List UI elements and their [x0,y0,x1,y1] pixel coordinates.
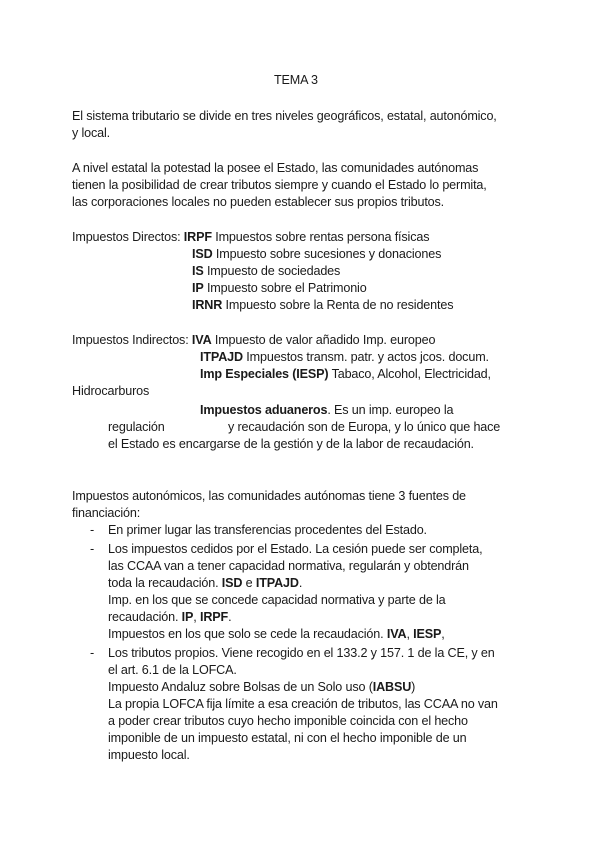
tax-code: IP [181,610,194,624]
estatal-line-3: las corporaciones locales no pueden establecer sus propios tributos. [72,195,445,209]
text: . [228,610,232,624]
tax-code: ISD [221,576,243,590]
list-item-3-line-1: Los tributos propios. Viene recogido en el 133.2 y 157. 1 de la CE, y en [108,646,495,660]
list-item-3-line-6: imponible de un impuesto estatal, ni con el hecho imponible de un [108,731,467,745]
text: , [441,627,445,641]
tax-desc: . Es un imp. europeo la [327,403,454,417]
autonomicos-line-1: Impuestos autonómicos, las comunidades autónomas tiene 3 fuentes de [72,489,466,503]
tax-code: IESP [413,627,442,641]
estatal-line-1: A nivel estatal la potestad la posee el Estado, las comunidades autónomas [72,161,479,175]
directos-row-irnr [192,297,453,314]
list-item-3-line-4: La propia LOFCA fija límite a esa creación de tributos, las CCAA no van [108,697,498,711]
aduaneros-line-2b: y recaudación son de Europa, y lo único que hace [228,420,501,434]
tax-code: Impuestos aduaneros [200,403,328,417]
list-item-2-line-1: Los impuestos cedidos por el Estado. La cesión puede ser completa, [108,542,483,556]
indirectos-row-itpajd [200,349,489,366]
tax-code: IABSU [372,680,412,694]
indirectos-row-aduaneros [200,402,453,419]
tax-desc: Tabaco, Alcohol, Electricidad, [328,367,491,381]
text: e [242,576,256,590]
indirectos-row-iesp [200,366,491,383]
directos-row-ip [192,280,367,297]
indirectos-label: Impuestos Indirectos: [72,333,189,347]
autonomicos-line-2: financiación: [72,506,141,520]
tax-desc: Impuesto de sociedades [203,264,341,278]
list-item-3-line-3 [108,679,415,696]
text: Impuesto Andaluz sobre Bolsas de un Solo uso ( [108,680,373,694]
list-dash: - [90,646,95,660]
tax-code: IRPF [183,230,212,244]
list-item-2-line-4: Imp. en los que se concede capacidad normativa y parte de la [108,593,446,607]
tax-code: ISD [192,247,213,261]
indirectos-wrap: Hidrocarburos [72,384,150,398]
text: , [193,610,200,624]
list-item-3-line-7: impuesto local. [108,748,190,762]
tax-code: IRPF [199,610,229,624]
list-dash: - [90,542,95,556]
text: Impuestos en los que solo se cede la recaudación. [108,627,387,641]
directos-label: Impuestos Directos: [72,230,181,244]
tax-desc: Impuesto sobre la Renta de no residentes [222,298,454,312]
intro-line-1: El sistema tributario se divide en tres niveles geográficos, estatal, autonómico, [72,109,497,123]
tax-code: IRNR [192,298,223,312]
tax-code: IVA [386,627,407,641]
tax-code: IP [192,281,204,295]
tax-desc: Impuesto sobre sucesiones y donaciones [212,247,442,261]
intro-line-2: y local. [72,126,110,140]
text: ) [411,680,416,694]
directos-row-is [192,263,340,280]
text: , [406,627,414,641]
estatal-line-2: tienen la posibilidad de crear tributos siempre y cuando el Estado lo permita, [72,178,487,192]
tax-code: IS [192,264,204,278]
aduaneros-line-3: el Estado es encargarse de la gestión y de la labor de recaudación. [108,437,474,451]
tax-desc: Impuestos transm. patr. y actos jcos. docum. [242,350,489,364]
indirectos-row-iva [72,332,435,349]
list-item-2-line-6 [108,626,445,643]
list-item-2-line-5 [108,609,231,626]
page-title: TEMA 3 [274,73,318,87]
tax-code: Imp Especiales (IESP) [200,367,329,381]
tax-desc: Impuestos sobre rentas persona físicas [211,230,430,244]
text: toda la recaudación. [108,576,222,590]
directos-row-irpf [72,229,429,246]
tax-desc: Impuesto sobre el Patrimonio [203,281,367,295]
tax-desc: Impuesto de valor añadido Imp. europeo [211,333,436,347]
tax-code: IVA [191,333,212,347]
tax-code: ITPAJD [200,350,243,364]
list-item-3-line-2: el art. 6.1 de la LOFCA. [108,663,237,677]
tax-code: ITPAJD [255,576,299,590]
list-item-2-line-3 [108,575,302,592]
aduaneros-line-2a: regulación [108,420,165,434]
list-item-2-line-2: las CCAA van a tener capacidad normativa, regularán y obtendrán [108,559,469,573]
directos-row-isd [192,246,441,263]
text: recaudación. [108,610,182,624]
text: . [298,576,303,590]
list-item-3-line-5: a poder crear tributos cuyo hecho imponible coincida con el hecho [108,714,468,728]
list-item-1: En primer lugar las transferencias procedentes del Estado. [108,523,427,537]
list-dash: - [90,523,95,537]
